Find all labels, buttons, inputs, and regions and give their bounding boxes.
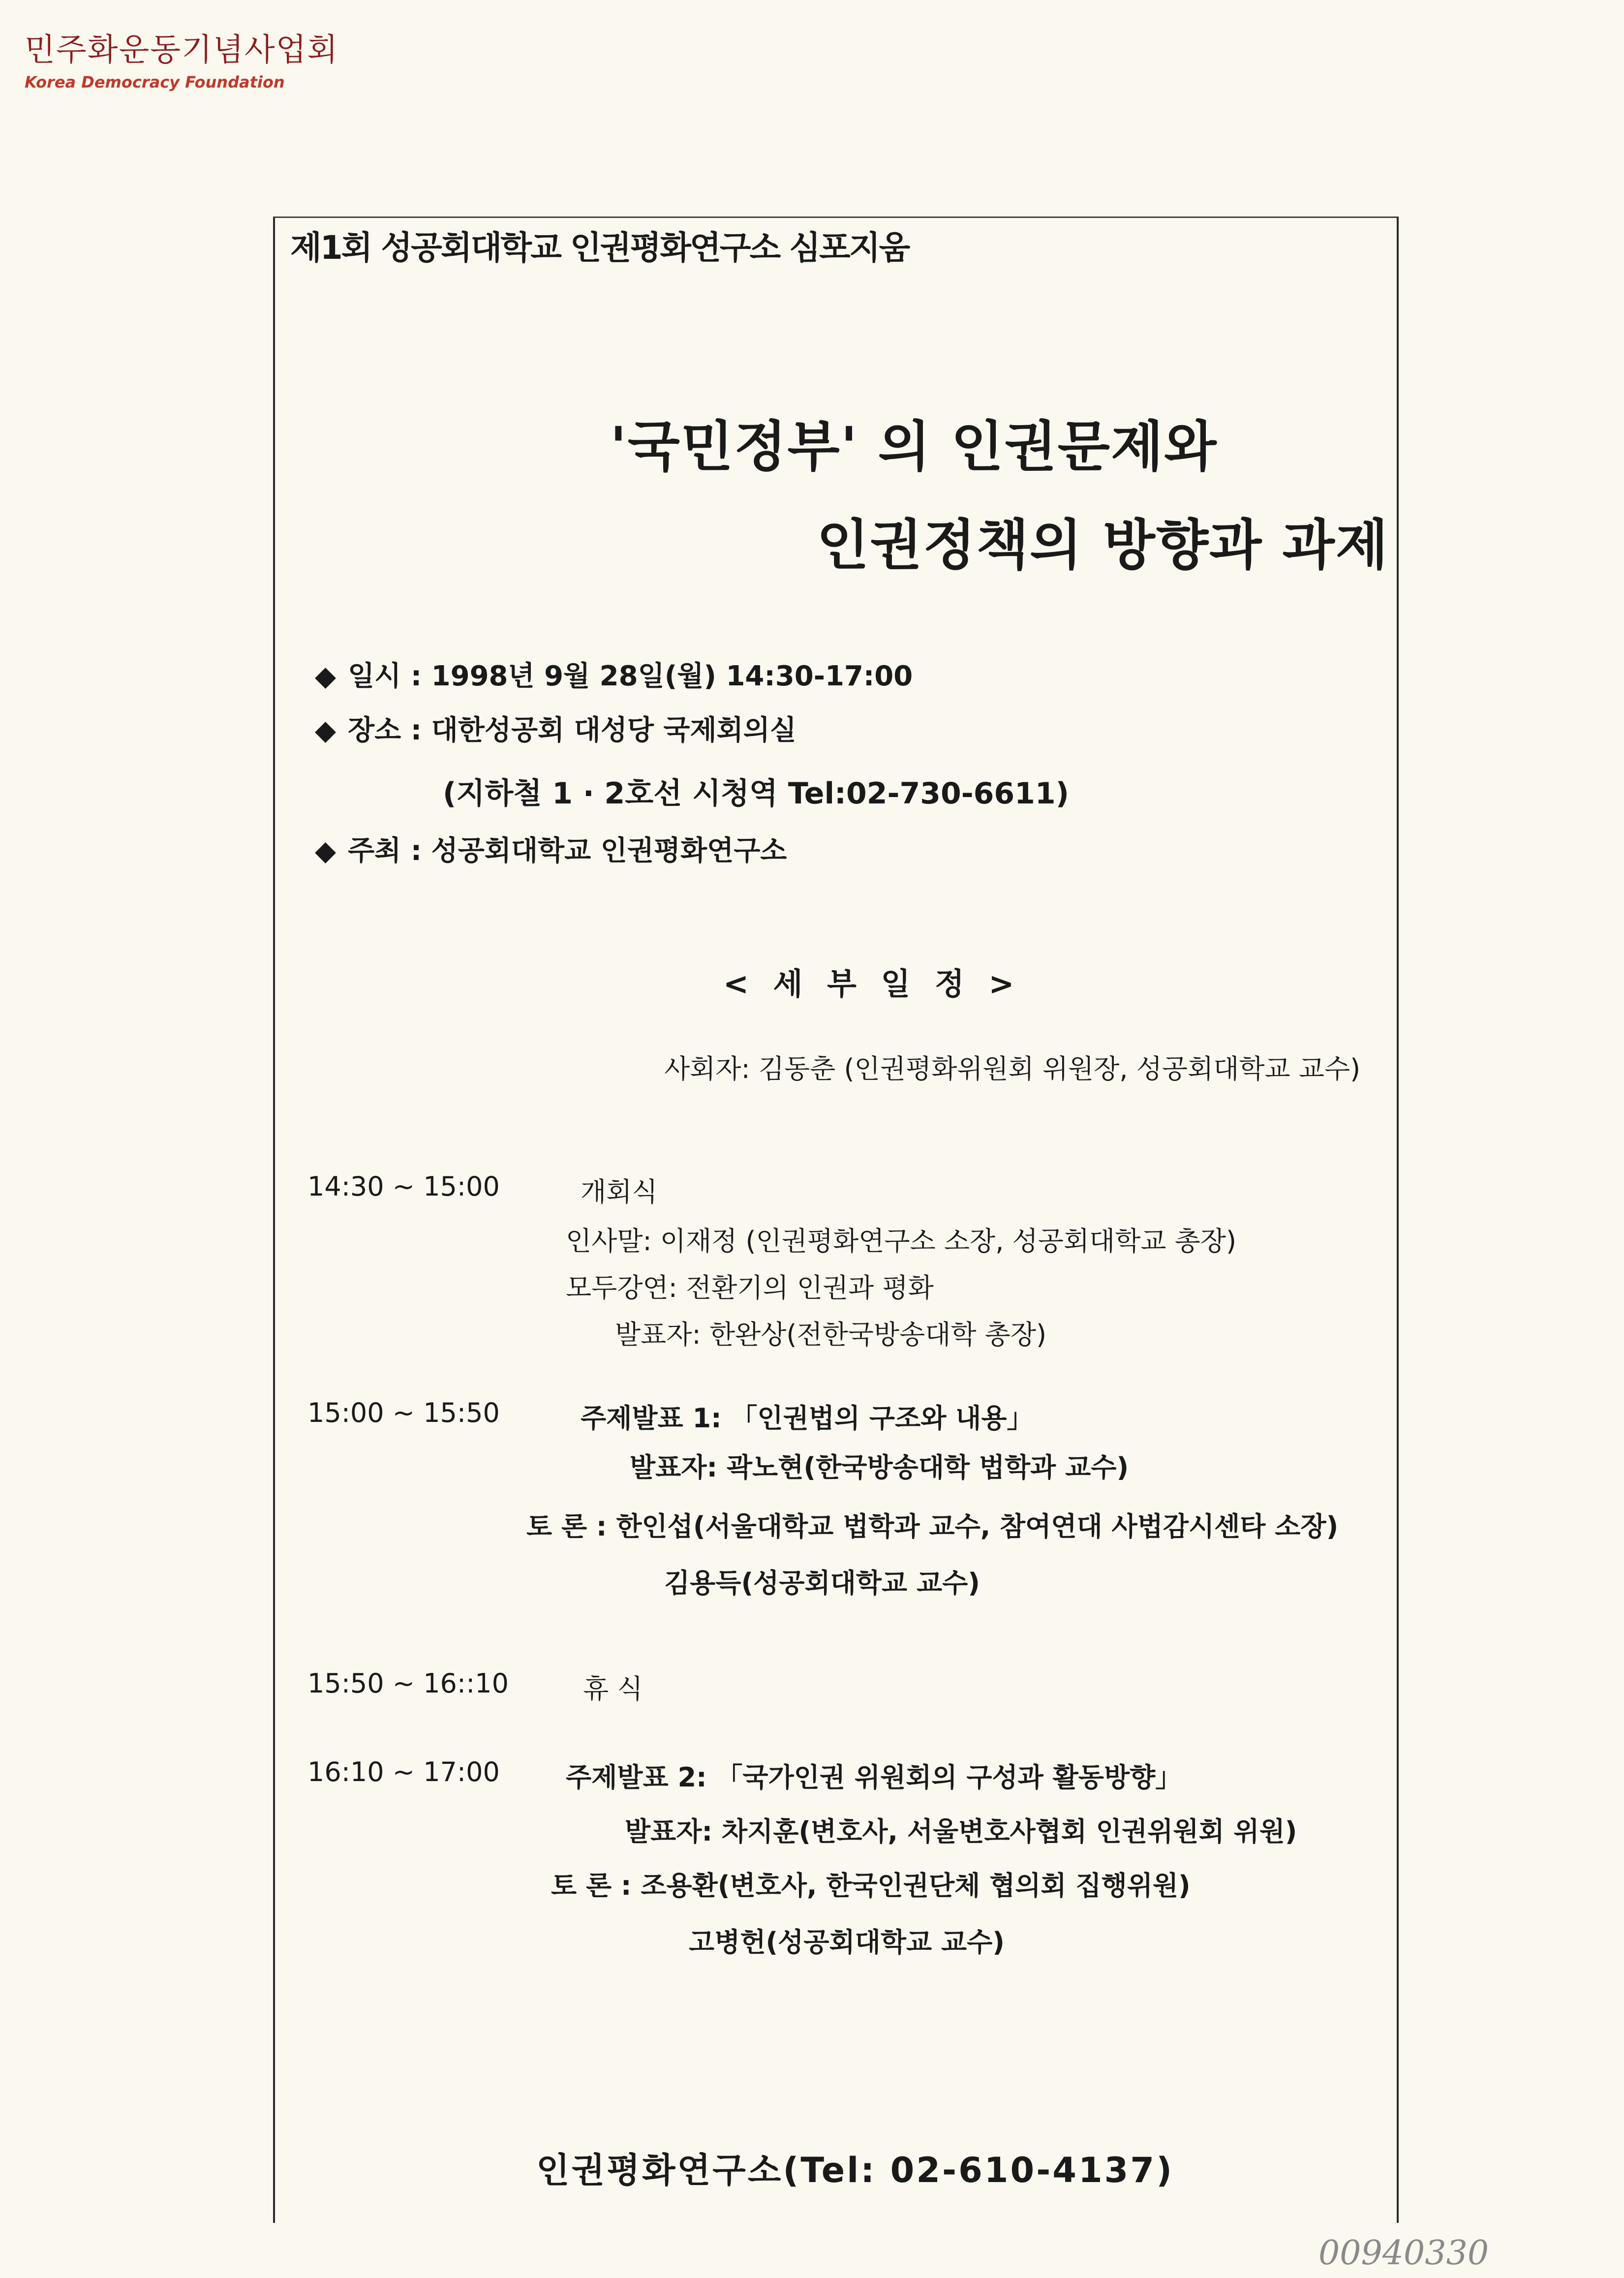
session-line: 발표자: 한완상(전한국방송대학 총장): [615, 1319, 1047, 1350]
main-title-line2: 인권정책의 방향과 과제: [817, 514, 1389, 577]
main-title-line1: '국민정부' 의 인권문제와: [610, 415, 1218, 478]
session-line: 발표자: 곽노현(한국방송대학 법학과 교수): [630, 1452, 1129, 1483]
place-text: 장소 : 대한성공회 대성당 국제회의실: [348, 714, 797, 746]
logo-korean: 민주화운동기념사업회: [25, 32, 339, 68]
info-host: [315, 829, 787, 868]
info-place: [315, 708, 797, 748]
diamond-bullet-icon: ◆: [315, 660, 337, 692]
session-line: 주제발표 2: 「국가인권 위원회의 구성과 활동방향」: [566, 1762, 1182, 1793]
footer-contact: 인권평화연구소(Tel: 02-610-4137): [536, 2150, 1174, 2190]
moderator-line: 사회자: 김동춘 (인권평화위원회 위원장, 성공회대학교 교수): [664, 1053, 1361, 1084]
session-time: 16:10 ~ 17:00: [307, 1756, 500, 1787]
schedule-heading: < 세 부 일 정 >: [723, 966, 1021, 1002]
session-line: 고병헌(성공회대학교 교수): [689, 1927, 1005, 1958]
session-line: 김용득(성공회대학교 교수): [664, 1568, 980, 1599]
session-line: 발표자: 차지훈(변호사, 서울변호사협회 인권위원회 위원): [625, 1816, 1297, 1847]
date-text: 일시 : 1998년 9월 28일(월) 14:30-17:00: [348, 660, 913, 692]
session-line: 인사말: 이재정 (인권평화연구소 소장, 성공회대학교 총장): [566, 1226, 1237, 1257]
session-line: 휴 식: [583, 1673, 643, 1704]
info-date: [315, 654, 913, 694]
document-serial: 00940330: [1318, 2234, 1489, 2273]
foundation-logo: [25, 25, 338, 92]
session-line: 토 론 : 조용환(변호사, 한국인권단체 협의회 집행위원): [551, 1870, 1191, 1901]
series-title: 제1회 성공회대학교 인권평화연구소 심포지움: [290, 229, 909, 267]
diamond-bullet-icon: ◆: [315, 714, 337, 746]
logo-english: Korea Democracy Foundation: [25, 73, 285, 92]
info-place-detail: (지하철 1 · 2호선 시청역 Tel:02-730-6611): [443, 776, 1070, 811]
session-line: 모두강연: 전환기의 인권과 평화: [566, 1272, 934, 1303]
diamond-bullet-icon: ◆: [315, 835, 337, 867]
session-time: 15:50 ~ 16::10: [307, 1668, 509, 1699]
session-line: 개회식: [581, 1176, 658, 1207]
session-time: 15:00 ~ 15:50: [307, 1397, 500, 1428]
session-time: 14:30 ~ 15:00: [307, 1171, 500, 1202]
session-line: 주제발표 1: 「인권법의 구조와 내용」: [581, 1403, 1034, 1434]
session-line: 토 론 : 한인섭(서울대학교 법학과 교수, 참여연대 사법감시센타 소장): [526, 1511, 1339, 1542]
host-text: 주최 : 성공회대학교 인권평화연구소: [348, 835, 787, 867]
